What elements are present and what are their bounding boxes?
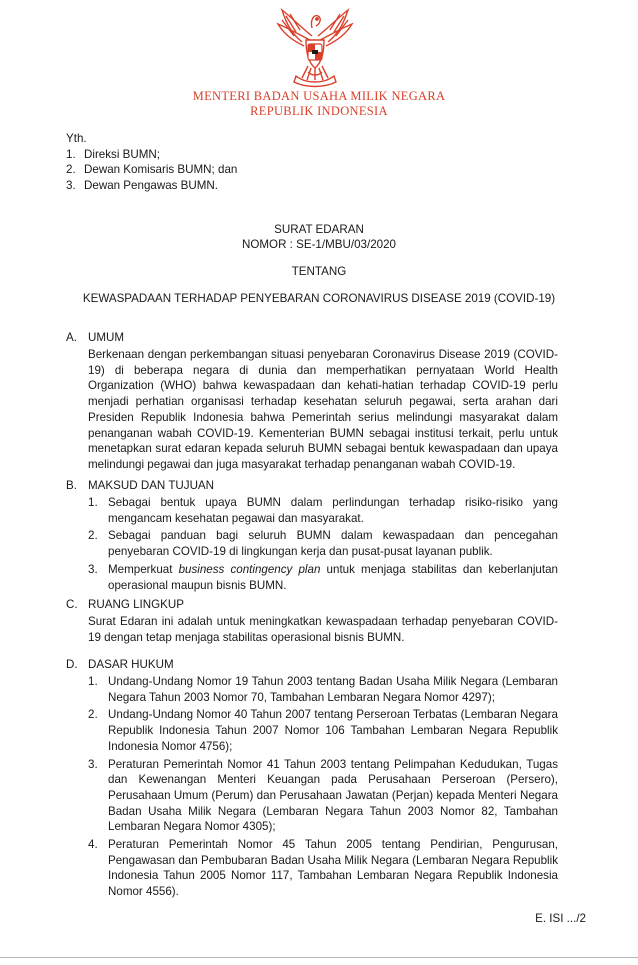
section-letter: A. bbox=[66, 331, 77, 344]
list-text: Undang-Undang Nomor 40 Tahun 2007 tentang Perseroan Terbatas (Lembaran Negara Republik Indonesia Tahun 2007 Nomor 106 Tambahan Lembaran Negara Republik Indonesia Nomor 4756); bbox=[108, 708, 558, 753]
document-subject: KEWASPADAAN TERHADAP PENYEBARAN CORONAVIRUS DISEASE 2019 (COVID-19) bbox=[82, 292, 556, 305]
ministry-subtitle: REPUBLIK INDONESIA bbox=[250, 104, 388, 118]
document-number: NOMOR : SE-1/MBU/03/2020 bbox=[242, 238, 396, 251]
list-item bbox=[66, 178, 237, 194]
section-letter: D. bbox=[66, 658, 78, 671]
list-text: Dewan Pengawas BUMN. bbox=[84, 178, 219, 192]
document-type: SURAT EDARAN bbox=[274, 223, 364, 236]
list-number: 3. bbox=[66, 178, 76, 192]
section-d-heading bbox=[66, 658, 174, 671]
emphasis-text: business contingency plan bbox=[178, 562, 321, 576]
list-number: 2. bbox=[66, 163, 76, 176]
section-letter: B. bbox=[66, 479, 77, 492]
list-text: Peraturan Pemerintah Nomor 45 Tahun 2005 tentang Pendirian, Pengurusan, Pengawasan dan Pembubaran Badan Usaha Milik Negara (Lembaran Negara Republik Indonesia Tahun 2005 Nomor 117, Tambahan Lembaran Negara Republik Indonesia Nomor 4556). bbox=[108, 838, 558, 899]
text-segment: Memperkuat bbox=[108, 562, 179, 576]
addressee-block bbox=[66, 131, 237, 193]
section-title: MAKSUD DAN TUJUAN bbox=[88, 479, 215, 492]
list-text: Peraturan Pemerintah Nomor 41 Tahun 2003 tentang Pelimpahan Kedudukan, Tugas dan Kewenangan Menteri Keuangan pada Perusahaan Perseroan (Persero), Perusahaan Umum (Perum) dan Perusahaan Jawatan (Perjan) kepada Menteri Negara Badan Usaha Milik Negara (Lembaran Negara Tahun 2003 Nomor 82, Tambahan Lembaran Negara Nomor 4305); bbox=[108, 757, 558, 834]
list-text: Sebagai panduan bagi seluruh BUMN dalam kewaspadaan dan pencegahan penyebaran COVID-19 di lingkungan kerja dan pusat-pusat layanan publik. bbox=[108, 529, 558, 559]
section-c-heading bbox=[66, 598, 184, 611]
list-item bbox=[88, 707, 558, 754]
list-item bbox=[66, 147, 237, 163]
page-edge-divider bbox=[0, 957, 638, 958]
list-number: 1. bbox=[88, 496, 98, 509]
list-number: 4. bbox=[88, 838, 98, 852]
list-item bbox=[66, 162, 237, 178]
text-segment: untuk menjaga stabilitas dan keberlanjutan operasional maupun bisnis BUMN. bbox=[108, 562, 558, 592]
list-item bbox=[88, 674, 558, 705]
section-a-body: Berkenaan dengan perkembangan situasi penyebaran Coronavirus Disease 2019 (COVID-19) di beberapa negara di dunia dan memperhatikan pernyataan World Health Organization (WHO) bahwa kewaspadaan dan kehati-hatian terhadap COVID-19 perlu menjadi perhatian organisasi terhadap kesehatan seluruh pegawai, serta arahan dari Presiden Republik Indonesia bahwa Pemerintah serius melindungi masyarakat dalam penanganan wabah COVID-19. Kementerian BUMN sebagai institusi terkait, perlu untuk menetapkan surat edaran kepada seluruh BUMN sebagai bentuk kewaspadaan dan upaya melindungi pegawai dan juga masyarakat terhadap penanganan wabah COVID-19. bbox=[88, 348, 558, 471]
section-title: DASAR HUKUM bbox=[88, 658, 174, 671]
section-c-body: Surat Edaran ini adalah untuk meningkatkan kewaspadaan terhadap penyebaran COVID-19 dengan tetap menjaga stabilitas operasional bisnis BUMN. bbox=[88, 615, 558, 644]
section-title: RUANG LINGKUP bbox=[88, 598, 184, 611]
about-label: TENTANG bbox=[291, 265, 347, 278]
salutation: Yth. bbox=[66, 132, 87, 145]
list-item bbox=[88, 837, 558, 900]
list-number: 2. bbox=[88, 708, 98, 722]
page-continuation: E. ISI .../2 bbox=[535, 912, 586, 925]
section-b-list bbox=[88, 495, 558, 595]
section-a-heading bbox=[66, 331, 124, 344]
section-d-list bbox=[88, 674, 558, 902]
ministry-title: MENTERI BADAN USAHA MILIK NEGARA bbox=[192, 89, 446, 103]
list-item bbox=[88, 562, 558, 593]
list-text: Dewan Komisaris BUMN; dan bbox=[84, 163, 238, 176]
garuda-emblem-icon bbox=[272, 6, 358, 90]
list-number: 2. bbox=[88, 529, 98, 543]
list-item bbox=[88, 495, 558, 526]
section-title: UMUM bbox=[88, 331, 125, 344]
list-number: 1. bbox=[66, 147, 76, 161]
list-text bbox=[108, 562, 558, 593]
list-text: Undang-Undang Nomor 19 Tahun 2003 tentang Badan Usaha Milik Negara (Lembaran Negara Tahun 2003 Nomor 70, Tambahan Lembaran Negara Nomor 4297); bbox=[108, 675, 558, 704]
list-number: 3. bbox=[88, 562, 98, 576]
list-text: Sebagai bentuk upaya BUMN dalam perlindungan terhadap risiko-risiko yang mengancam kesehatan pegawai dan masyarakat. bbox=[108, 496, 558, 525]
section-letter: C. bbox=[66, 598, 78, 611]
list-number: 1. bbox=[88, 675, 98, 688]
list-text: Direksi BUMN; bbox=[84, 147, 161, 161]
list-item bbox=[88, 528, 558, 559]
section-b-heading bbox=[66, 479, 214, 492]
list-item bbox=[88, 757, 558, 836]
list-number: 3. bbox=[88, 757, 98, 771]
